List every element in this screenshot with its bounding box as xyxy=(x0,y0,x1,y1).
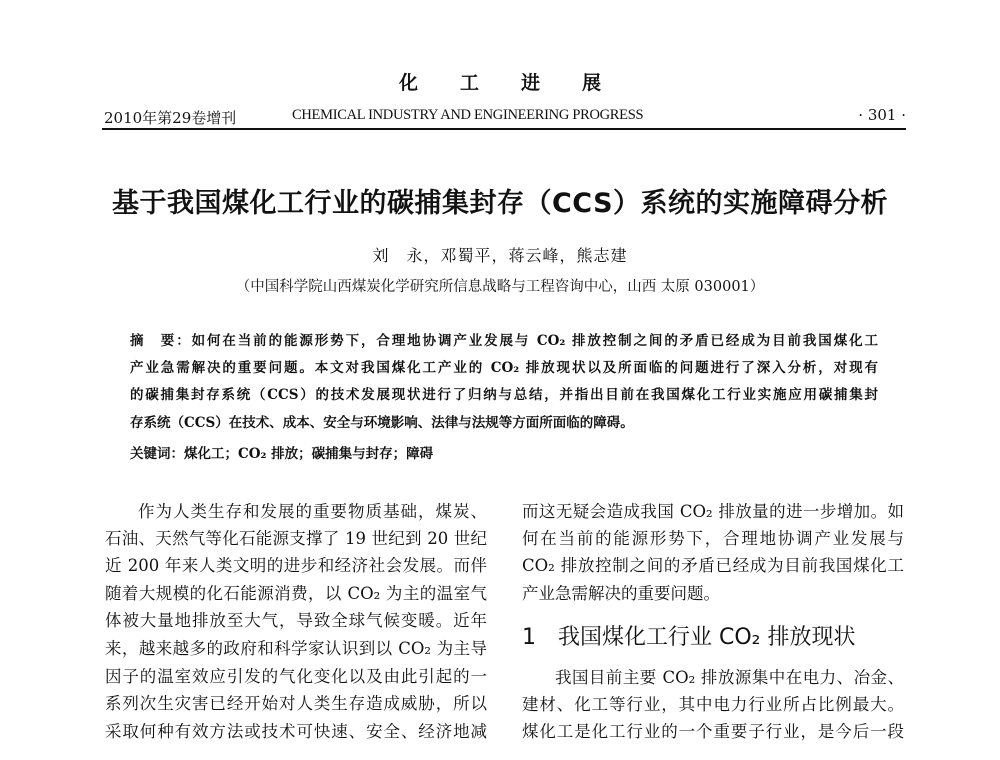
keywords: 关键词：煤化工；CO₂ 排放；碳捕集与封存；障碍 xyxy=(130,446,434,462)
body-line: 建材、化工等行业，其中电力行业所占比例最大。 xyxy=(522,695,904,714)
body-line: 系列次生灾害已经开始对人类生存造成威胁，所以 xyxy=(105,694,487,713)
body-line: 体被大量地排放至大气，导致全球气候变暖。近年 xyxy=(105,611,487,630)
abstract-line: 存系统（CCS）在技术、成本、安全与环境影响、法律与法规等方面所面临的障碍。 xyxy=(130,415,634,431)
section-number: 1 xyxy=(522,625,536,650)
body-line: 而这无疑会造成我国 CO₂ 排放量的进一步增加。如 xyxy=(522,502,904,521)
keywords-label: 关键词： xyxy=(130,446,184,462)
body-line: 产业急需解决的重要问题。 xyxy=(522,584,720,603)
authors: 刘 永，邓蜀平，蒋云峰，熊志建 xyxy=(372,246,628,265)
header-rule xyxy=(102,128,906,130)
abstract-line: 的碳捕集封存系统（CCS）的技术发展现状进行了归纳与总结，并指出目前在我国煤化工行业实施应用碳捕集封 xyxy=(130,387,878,403)
body-line: 随着大规模的化石能源消费，以 CO₂ 为主的温室气 xyxy=(105,584,487,603)
abstract-label: 摘 要： xyxy=(130,333,192,349)
body-line: 作为人类生存和发展的重要物质基础，煤炭、 xyxy=(138,502,487,521)
body-line: 采取何种有效方法或技术可快速、安全、经济地减 xyxy=(105,722,487,741)
body-line: 何在当前的能源形势下，合理地协调产业发展与 xyxy=(522,529,904,548)
section-heading xyxy=(522,620,855,651)
body-line: 煤化工是化工行业的一个重要子行业，是今后一段 xyxy=(522,722,904,741)
body-line: 我国目前主要 CO₂ 排放源集中在电力、冶金、 xyxy=(555,668,904,687)
abstract-line: 产业急需解决的重要问题。本文对我国煤化工产业的 CO₂ 排放现状以及所面临的问题进行了深入分析，对现有 xyxy=(130,360,878,376)
journal-name-cn: 化工进展 xyxy=(398,72,643,94)
paper-title: 基于我国煤化工行业的碳捕集封存（CCS）系统的实施障碍分析 xyxy=(111,188,889,219)
volume-info: 2010年第29卷增刊 xyxy=(104,109,237,127)
affiliation: （中国科学院山西煤炭化学研究所信息战略与工程咨询中心，山西 太原 030001） xyxy=(235,279,765,295)
body-line: 因子的温室效应引发的气化变化以及由此引起的一 xyxy=(105,667,487,686)
body-line: 来，越来越多的政府和科学家认识到以 CO₂ 为主导 xyxy=(105,639,487,658)
body-line: 近 200 年来人类文明的进步和经济社会发展。而伴 xyxy=(105,556,487,575)
section-title: 我国煤化工行业 CO₂ 排放现状 xyxy=(558,625,856,650)
page-number: · 301 · xyxy=(858,106,906,124)
body-line: CO₂ 排放控制之间的矛盾已经成为目前我国煤化工 xyxy=(522,556,904,575)
abstract-line: 摘 要：如何在当前的能源形势下，合理地协调产业发展与 CO₂ 排放控制之间的矛盾已经成为目前我国煤化工 xyxy=(130,333,878,349)
body-line: 石油、天然气等化石能源支撑了 19 世纪到 20 世纪 xyxy=(105,529,487,548)
journal-name-en: CHEMICAL INDUSTRY AND ENGINEERING PROGRESS xyxy=(292,107,644,123)
